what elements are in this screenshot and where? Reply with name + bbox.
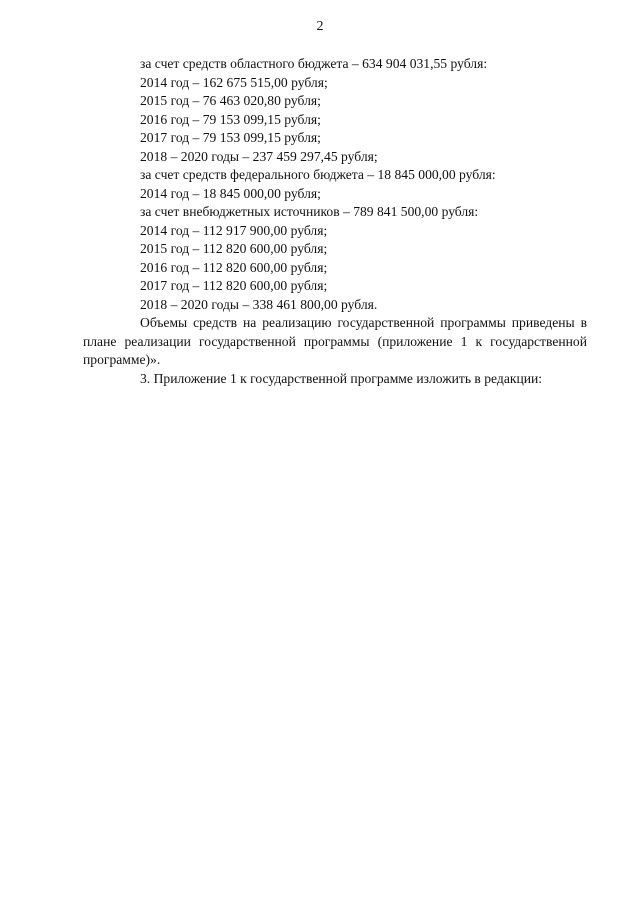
- funding-line-federal-total: за счет средств федерального бюджета – 18 845 000,00 рубля:: [140, 167, 496, 182]
- funding-line-federal-2014: 2014 год – 18 845 000,00 рубля;: [140, 185, 321, 201]
- funding-line-extrabudget-total: за счет внебюджетных источников – 789 841 500,00 рубля:: [140, 204, 479, 219]
- funding-line-regional-2016: 2016 год – 79 153 099,15 рубля;: [140, 111, 321, 127]
- funding-line-regional-2014: 2014 год – 162 675 515,00 рубля;: [140, 74, 328, 90]
- funding-line-extrabudget-2017: 2017 год – 112 820 600,00 рубля;: [140, 278, 328, 293]
- funding-line-regional-2018-2020: 2018 – 2020 годы – 237 459 297,45 рубля;: [140, 148, 378, 164]
- funding-line-extrabudget-2014: 2014 год – 112 917 900,00 рубля;: [140, 222, 328, 238]
- funding-line-extrabudget-2016: 2016 год – 112 820 600,00 рубля;: [140, 259, 328, 275]
- document-body: [83, 55, 587, 388]
- funding-line-regional-total: за счет средств областного бюджета – 634 904 031,55 рубля:: [140, 56, 488, 71]
- funding-line-extrabudget-2015: 2015 год – 112 820 600,00 рубля;: [140, 241, 328, 256]
- page-number: 2: [316, 19, 324, 34]
- funding-line-regional-2017: 2017 год – 79 153 099,15 рубля;: [140, 130, 321, 145]
- funding-line-extrabudget-2018-2020: 2018 – 2020 годы – 338 461 800,00 рубля.: [140, 296, 378, 312]
- paragraph-item-3: 3. Приложение 1 к государственной программе изложить в редакции:: [140, 370, 543, 386]
- funding-line-regional-2015: 2015 год – 76 463 020,80 рубля;: [140, 93, 321, 108]
- paragraph-volumes: Объемы средств на реализацию государственной программы приведены в плане реализации государственной программы (приложение 1 к государственной программе)».: [83, 315, 587, 367]
